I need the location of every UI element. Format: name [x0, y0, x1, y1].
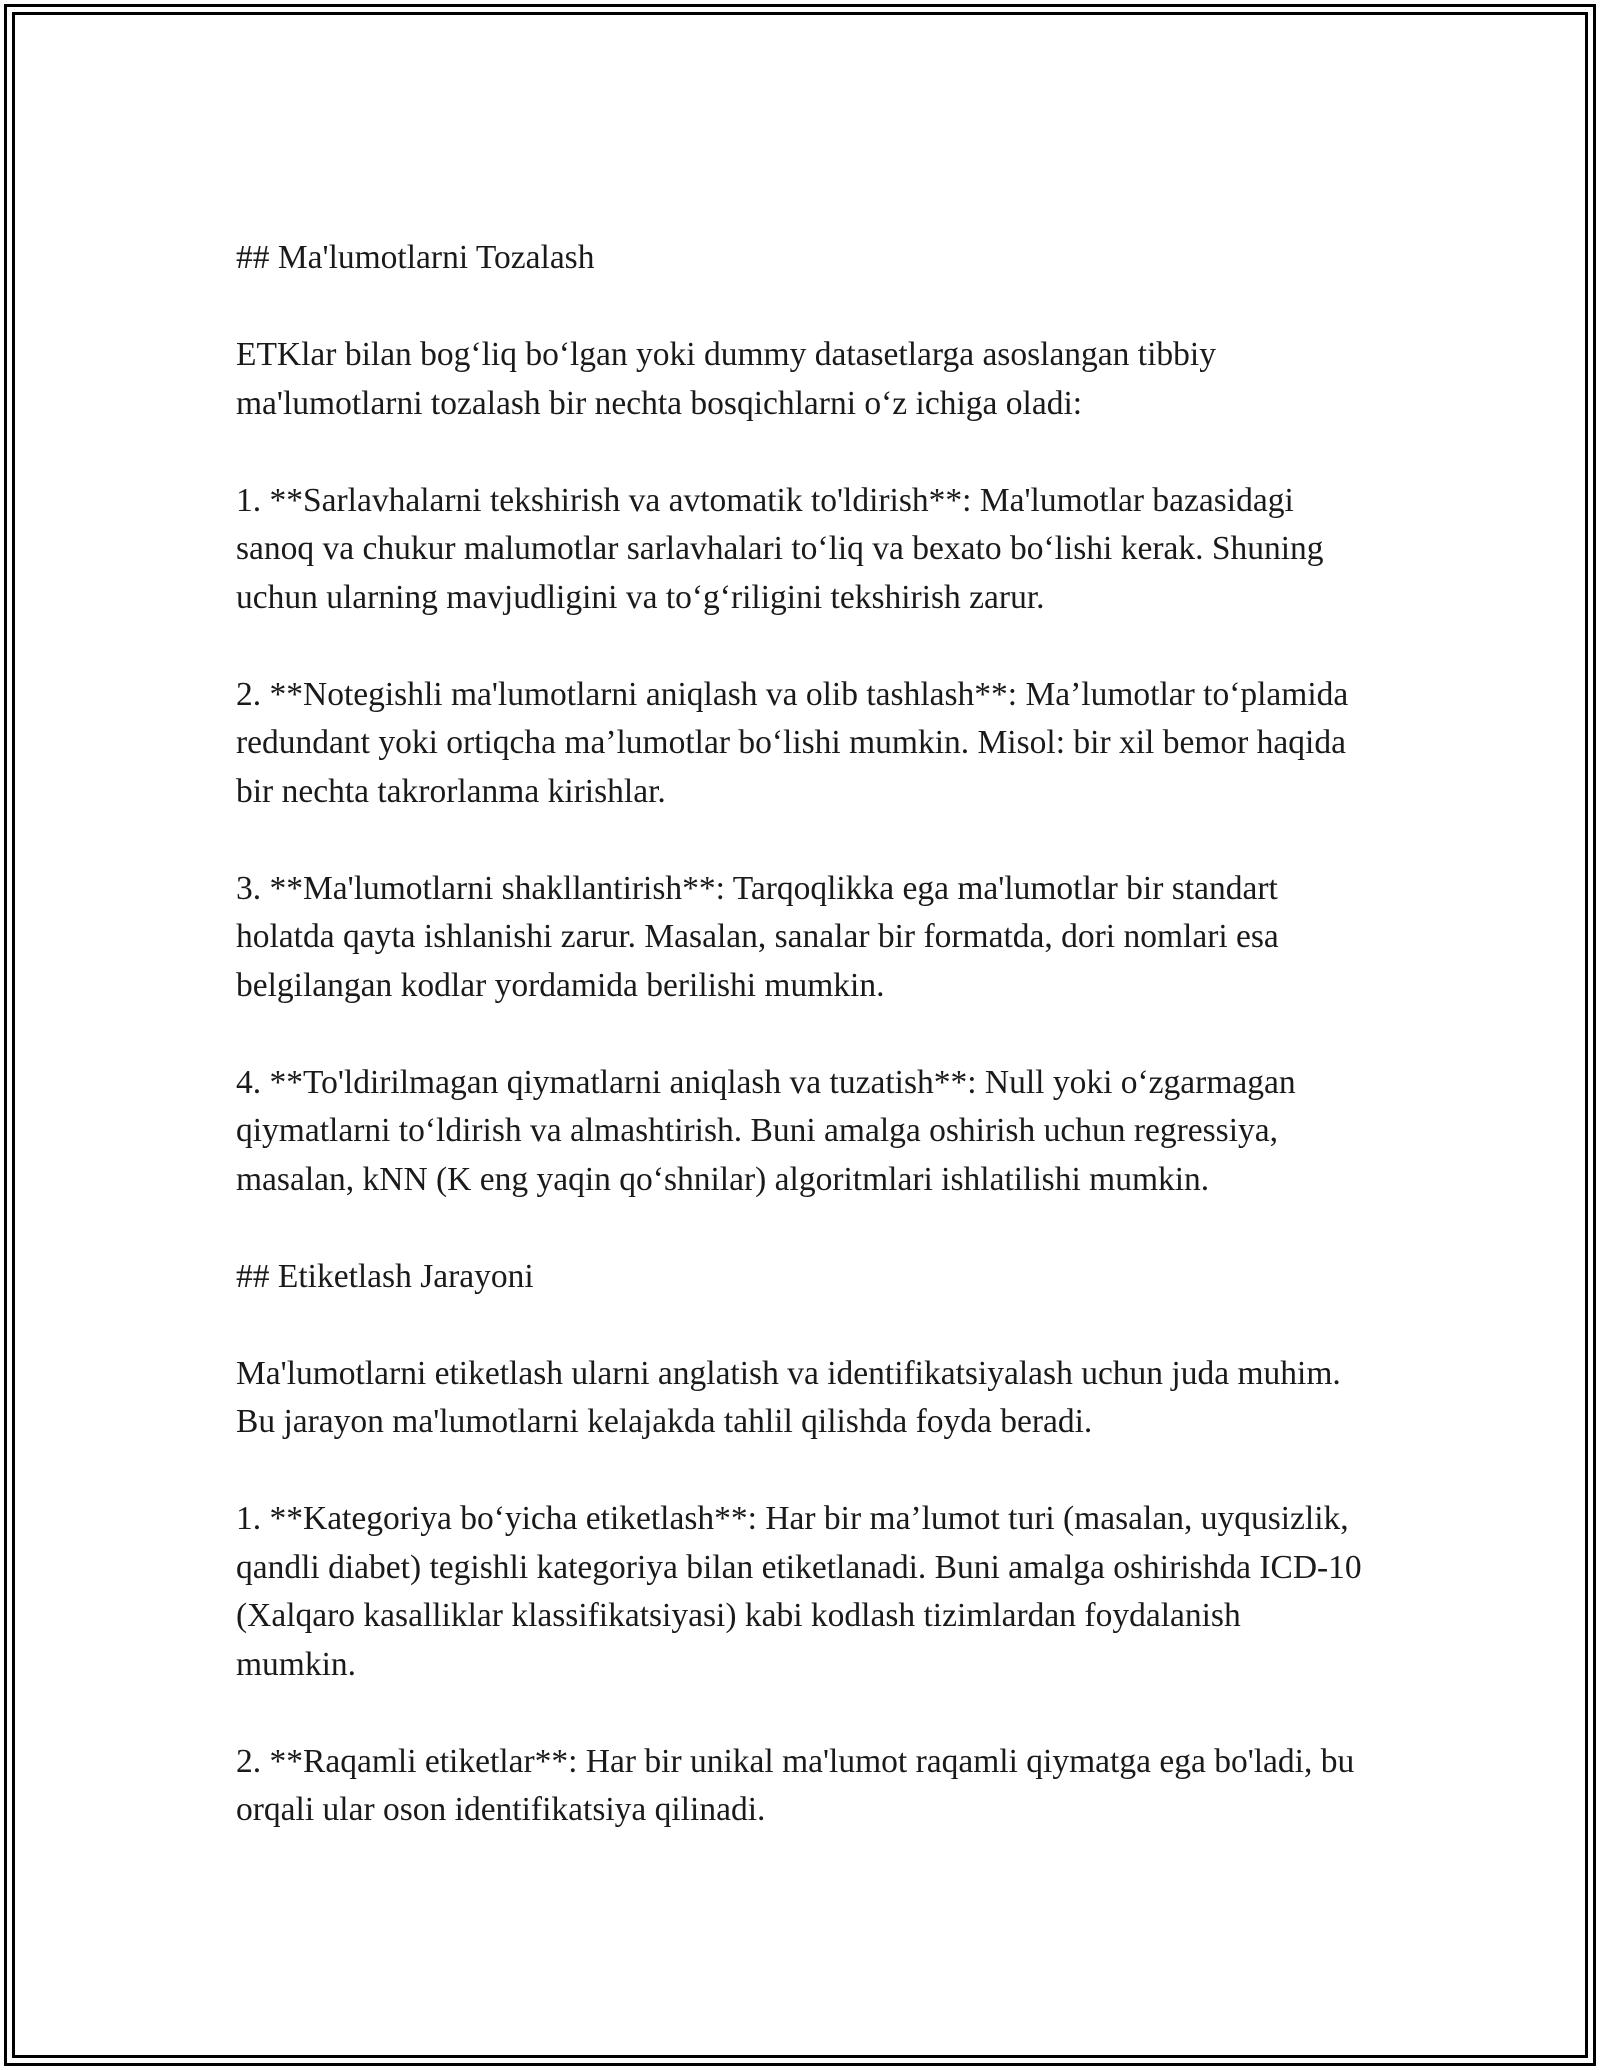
heading-data-cleaning: ## Ma'lumotlarni Tozalash — [236, 239, 595, 276]
cleaning-step-4: 4. **To'ldirilmagan qiymatlarni aniqlash va tuzatish**: Null yoki o‘zgarmagan qiymatlarni to‘ldirish va almashtirish. Buni amalga oshirish uchun regressiya, masalan, kNN (K eng yaqin qo‘shnilar) algoritmlari ishlatilishi mumkin. — [236, 1063, 1296, 1198]
cleaning-step-2: 2. **Notegishli ma'lumotlarni aniqlash va olib tashlash**: Ma’lumotlar to‘plamida redundant yoki ortiqcha ma’lumotlar bo‘lishi mumkin. Misol: bir xil bemor haqida bir nechta takrorlanma kirishlar. — [236, 675, 1349, 810]
labeling-step-1: 1. **Kategoriya bo‘yicha etiketlash**: Har bir ma’lumot turi (masalan, uyqusizlik, qandli diabet) tegishli kategoriya bilan etiketlanadi. Buni amalga oshirishda ICD-10 (Xalqaro kasalliklar klassifikatsiyasi) kabi kodlash tizimlardan foydalanish mumkin. — [236, 1500, 1362, 1683]
labeling-intro-paragraph: Ma'lumotlarni etiketlash ularni anglatish va identifikatsiyalash uchun juda muhim. Bu jarayon ma'lumotlarni kelajakda tahlil qilishda foyda beradi. — [236, 1354, 1341, 1440]
cleaning-step-1: 1. **Sarlavhalarni tekshirish va avtomatik to'ldirish**: Ma'lumotlar bazasidagi sanoq va chukur malumotlar sarlavhalari to‘liq va bexato bo‘lishi kerak. Shuning uchun ularning mavjudligini va to‘g‘riligini tekshirish zarur. — [236, 481, 1324, 616]
labeling-step-2: 2. **Raqamli etiketlar**: Har bir unikal ma'lumot raqamli qiymatga ega bo'ladi, bu orqali ular oson identifikatsiya qilinadi. — [236, 1742, 1355, 1828]
document-body — [236, 234, 1366, 1883]
heading-labeling-process: ## Etiketlash Jarayoni — [236, 1257, 534, 1295]
intro-paragraph: ETKlar bilan bog‘liq bo‘lgan yoki dummy datasetlarga asoslangan tibbiy ma'lumotlarni tozalash bir nechta bosqichlarni o‘z ichiga oladi: — [236, 336, 1216, 422]
cleaning-step-3: 3. **Ma'lumotlarni shakllantirish**: Tarqoqlikka ega ma'lumotlar bir standart holatda qayta ishlanishi zarur. Masalan, sanalar bir formatda, dori nomlari esa belgilangan kodlar yordamida berilishi mumkin. — [236, 869, 1279, 1004]
